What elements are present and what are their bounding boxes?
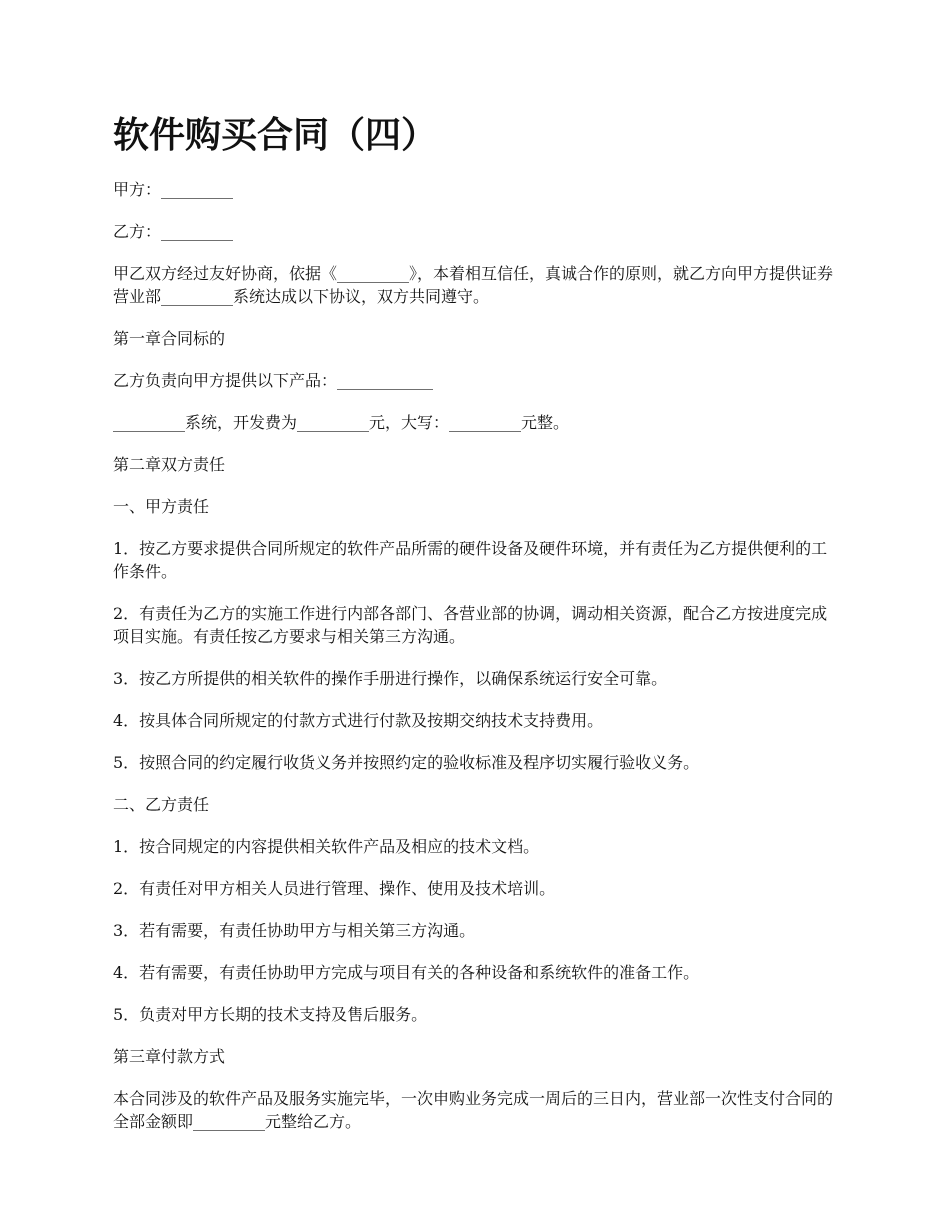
party-a-line: 甲方：_________ bbox=[113, 180, 234, 199]
party-b-line: 乙方：_________ bbox=[113, 222, 234, 241]
party-a-duty-5: 5．按照合同的约定履行收货义务并按照约定的验收标准及程序切实履行验收义务。 bbox=[113, 753, 700, 772]
party-a-duty-2: 2．有责任为乙方的实施工作进行内部各部门、各营业部的协调，调动相关资源，配合乙方按进度完成项目实施。有责任按乙方要求与相关第三方沟通。 bbox=[113, 604, 828, 646]
party-b-duties-heading: 二、乙方责任 bbox=[113, 795, 210, 814]
party-b-duty-3: 3．若有需要，有责任协助甲方与相关第三方沟通。 bbox=[113, 921, 476, 940]
document-page bbox=[113, 112, 843, 1152]
party-b-duty-4: 4．若有需要，有责任协助甲方完成与项目有关的各种设备和系统软件的准备工作。 bbox=[113, 963, 700, 982]
chapter-1-heading: 第一章合同标的 bbox=[113, 329, 226, 348]
party-b-duty-2: 2．有责任对甲方相关人员进行管理、操作、使用及技术培训。 bbox=[113, 879, 556, 898]
party-a-duties-heading: 一、甲方责任 bbox=[113, 497, 210, 516]
fee-line: _________系统，开发费为_________元，大写：_________元整。 bbox=[113, 413, 570, 432]
document-title: 软件购买合同（四） bbox=[113, 115, 438, 156]
product-line: 乙方负责向甲方提供以下产品：____________ bbox=[113, 371, 434, 390]
party-b-duty-5: 5．负责对甲方长期的技术支持及售后服务。 bbox=[113, 1005, 428, 1024]
payment-paragraph: 本合同涉及的软件产品及服务实施完毕，一次申购业务完成一周后的三日内，营业部一次性支付合同的全部金额即_________元整给乙方。 bbox=[113, 1089, 834, 1131]
party-a-duty-3: 3．按乙方所提供的相关软件的操作手册进行操作，以确保系统运行安全可靠。 bbox=[113, 669, 668, 688]
party-a-duty-1: 1．按乙方要求提供合同所规定的软件产品所需的硬件设备及硬件环境，并有责任为乙方提供便利的工作条件。 bbox=[113, 539, 828, 581]
chapter-3-heading: 第三章付款方式 bbox=[113, 1047, 226, 1066]
preamble-paragraph: 甲乙双方经过友好协商，依据《_________》，本着相互信任，真诚合作的原则，就乙方向甲方提供证券营业部_________系统达成以下协议，双方共同遵守。 bbox=[113, 264, 834, 306]
party-b-duty-1: 1．按合同规定的内容提供相关软件产品及相应的技术文档。 bbox=[113, 837, 540, 856]
chapter-2-heading: 第二章双方责任 bbox=[113, 455, 226, 474]
party-a-duty-4: 4．按具体合同所规定的付款方式进行付款及按期交纳技术支持费用。 bbox=[113, 711, 604, 730]
